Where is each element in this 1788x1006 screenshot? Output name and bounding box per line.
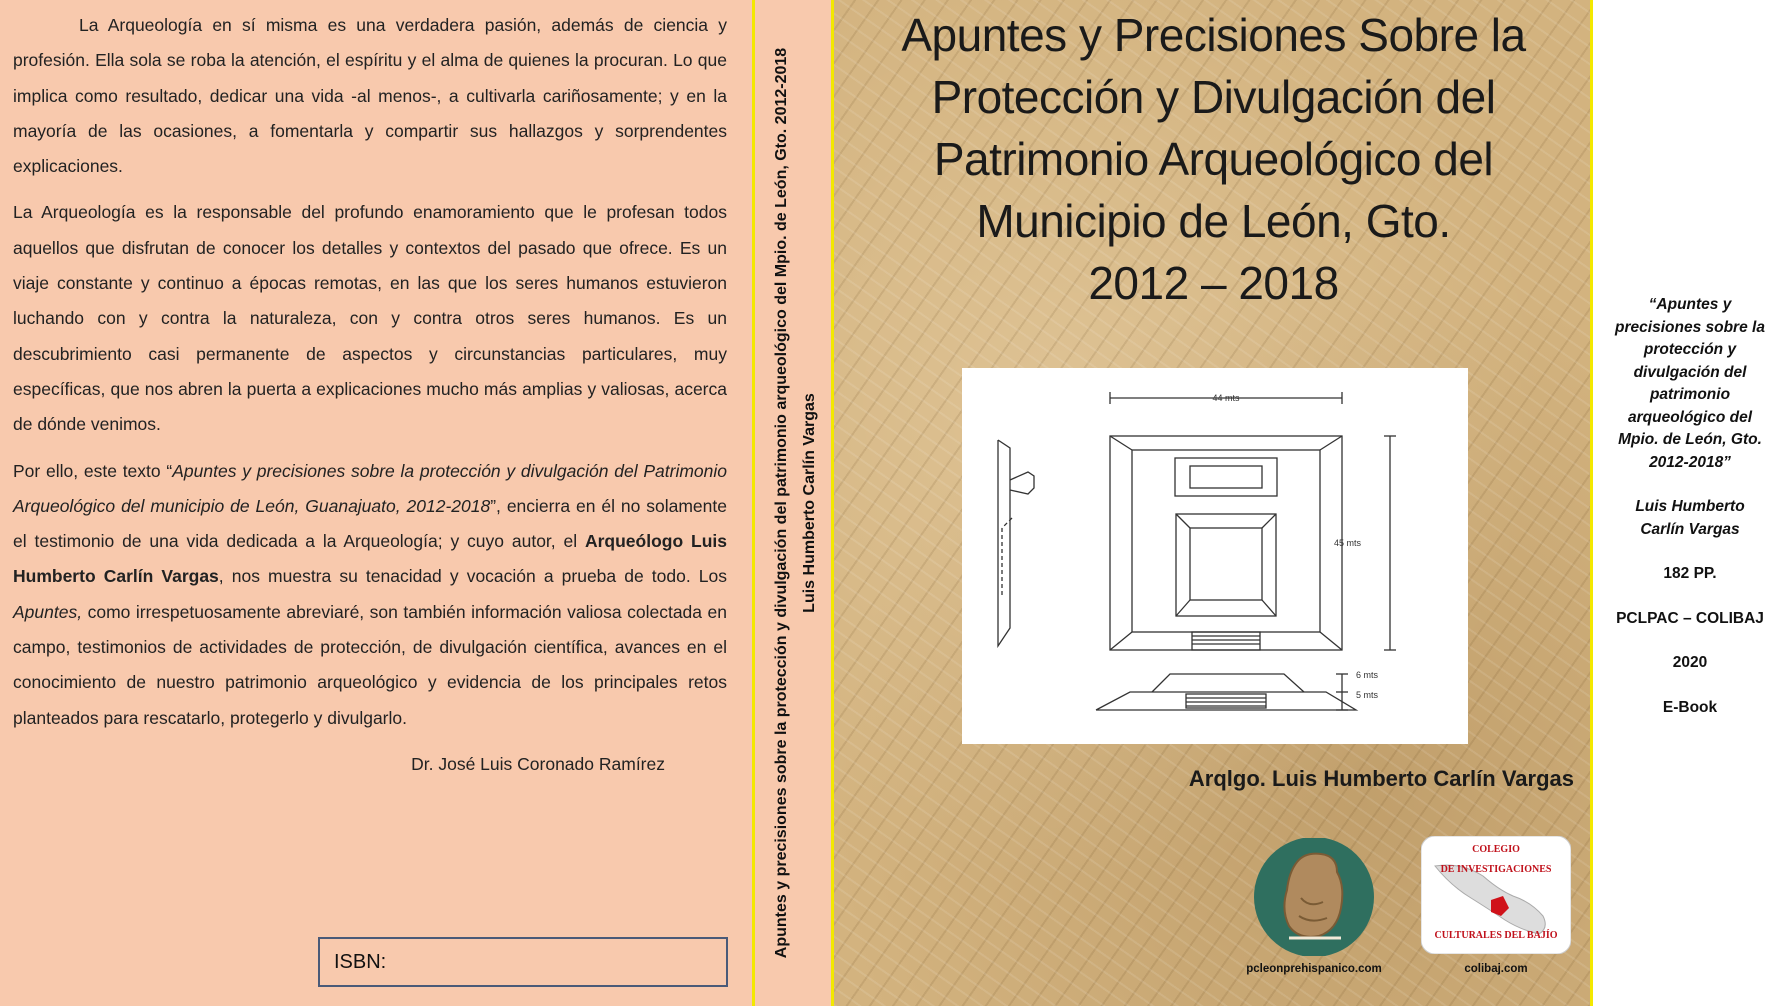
pcleon-caption: pcleonprehispanico.com <box>1246 963 1382 975</box>
front-title <box>834 4 1593 314</box>
title-line: 2012 – 2018 <box>1088 257 1339 309</box>
signature: Dr. José Luis Coronado Ramírez <box>411 753 665 774</box>
level1-label: 6 mts <box>1356 670 1379 680</box>
back-p3-part2: ”, encierra en él no solamente el testimonio de una vida dedicada a la Arqueología; y cuyo autor, el <box>13 495 727 552</box>
book-spine <box>752 0 834 1006</box>
height-label: 45 mts <box>1334 538 1362 548</box>
info-title-line: arqueológico del <box>1627 408 1752 426</box>
info-title-line: divulgación del <box>1633 363 1747 381</box>
info-author-line: Luis Humberto <box>1635 498 1745 515</box>
width-label: 44 mts <box>1212 393 1240 403</box>
back-p3-part1: Por ello, este texto “ <box>13 460 173 481</box>
info-title-line: “Apuntes y <box>1648 296 1732 313</box>
title-line: Apuntes y Precisiones Sobre la <box>901 9 1526 61</box>
logo2-line3: CULTURALES DEL BAJÍO <box>1434 930 1558 941</box>
title-line: Patrimonio Arqueológico del <box>933 133 1494 185</box>
vessel-logo-icon <box>1249 838 1379 956</box>
info-title <box>1609 294 1771 474</box>
info-strip <box>1593 0 1788 1006</box>
colibaj-caption: colibaj.com <box>1464 963 1528 975</box>
isbn-box: ISBN: <box>318 937 728 987</box>
front-cover <box>834 0 1593 1006</box>
back-paragraph-3 <box>13 454 727 736</box>
mexico-map-logo-icon <box>1421 836 1571 954</box>
spine-title: Apuntes y precisiones sobre la protección y divulgación del patrimonio arqueológico del Mpio. de León, Gto. 2012-2018 <box>773 47 790 959</box>
info-publisher: PCLPAC – COLIBAJ <box>1616 609 1764 627</box>
pyramid-plan-svg <box>962 368 1468 744</box>
info-title-line: precisiones sobre la <box>1615 318 1765 336</box>
title-line: Protección y Divulgación del <box>931 71 1496 123</box>
info-title-line: Mpio. de León, Gto. <box>1618 431 1762 448</box>
info-title-line: protección y <box>1643 341 1737 358</box>
back-p3-part4: como irrespetuosamente abreviaré, son también información valiosa colectada en campo, testimonios de actividades de protección, de divulgación científica, avances en el conocimiento de nuestro patrimonio arqueológico y evidencia de los principales retos planteados para rescatarlo, protegerlo y divulgarlo. <box>13 601 727 728</box>
info-author <box>1609 496 1771 541</box>
logo2-line2: DE INVESTIGACIONES <box>1440 864 1552 875</box>
info-format: E-Book <box>1662 698 1718 716</box>
info-title-line: 2012-2018” <box>1649 453 1731 471</box>
spine-text <box>768 13 824 993</box>
apuntes-italic: Apuntes, <box>13 601 83 622</box>
back-paragraph-2: La Arqueología es la responsable del profundo enamoramiento que le profesan todos aquellos que disfrutan de conocer los detalles y contextos del pasado que ofrece. Es un viaje constante y continuo a épocas remotas, en las que los seres humanos estuvieron luchando con y contra la naturaleza, con y contra otros seres humanos. Es un descubrimiento casi permanente de aspectos y circunstancias particulares, muy específicas, que nos abren la puerta a explicaciones mucho más amplias y valiosas, acerca de dónde venimos. <box>13 202 727 435</box>
front-author: Arqlgo. Luis Humberto Carlín Vargas <box>1188 766 1574 791</box>
back-cover <box>0 0 752 1006</box>
book-title-italic: Apuntes y precisiones sobre la protección y divulgación del Patrimonio Arqueológico del municipio de León, Guanajuato, 2012-2018 <box>13 460 728 516</box>
back-cover-text <box>13 8 727 793</box>
info-column <box>1609 294 1771 741</box>
pyramid-drawing <box>962 368 1468 744</box>
logo2-line1: COLEGIO <box>1472 844 1520 855</box>
spine-author: Luis Humberto Carlín Vargas <box>801 393 818 613</box>
level2-label: 5 mts <box>1356 690 1379 700</box>
info-title-line: patrimonio <box>1649 386 1731 403</box>
colibaj-logo <box>1421 836 1571 954</box>
info-pages: 182 PP. <box>1663 565 1717 582</box>
title-line: Municipio de León, Gto. <box>976 195 1451 247</box>
info-author-line: Carlín Vargas <box>1640 520 1740 538</box>
pcleon-logo <box>1249 838 1379 956</box>
back-p3-part3: , nos muestra su tenacidad y vocación a prueba de todo. Los <box>218 566 727 587</box>
back-paragraph-1: La Arqueología en sí misma es una verdadera pasión, además de ciencia y profesión. Ella sola se roba la atención, el espíritu y el alma de quienes la procuran. Lo que implica como resultado, dedicar una vida -al menos-, a cultivarla cariñosamente; y en la mayoría de las ocasiones, a fomentarla y compartir sus hallazgos y sorprendentes explicaciones. <box>13 15 727 177</box>
info-year: 2020 <box>1672 654 1708 671</box>
author-bold: Arqueólogo Luis Humberto Carlín Vargas <box>13 531 727 587</box>
